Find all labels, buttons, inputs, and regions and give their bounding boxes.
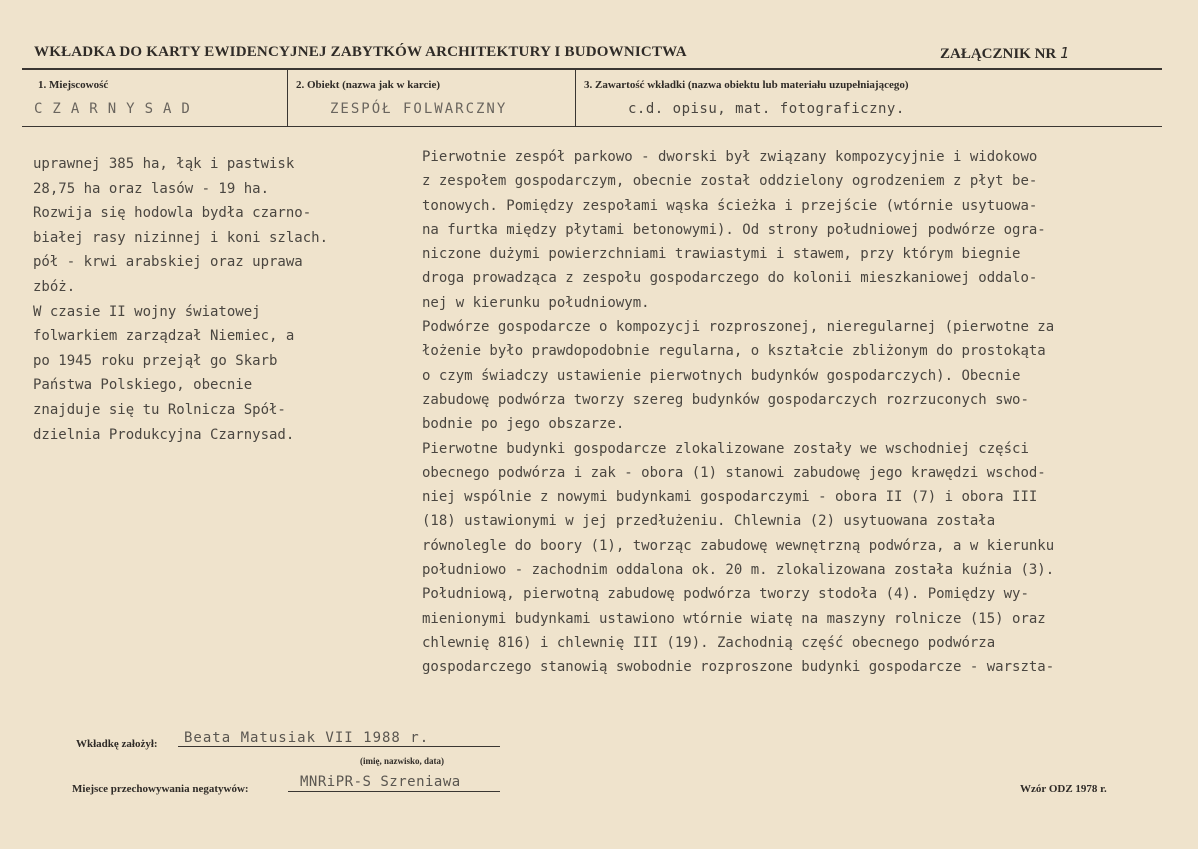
text-line: tonowych. Pomiędzy zespołami wąska ścieżka i przejście (wtórnie usytuowa- [422,197,1038,214]
field-divider-2 [575,70,576,126]
text-line: 28,75 ha oraz lasów - 19 ha. [33,180,270,197]
storage-value: MNRiPR-S Szreniawa [300,774,461,790]
form-model-label: Wzór ODZ 1978 r. [1020,783,1107,795]
field-divider-1 [287,70,288,126]
author-value: Beata Matusiak VII 1988 r. [184,730,430,746]
text-line: Pierwotne budynki gospodarcze zlokalizowane zostały we wschodniej części [422,440,1029,457]
text-line: mienionymi budynkami ustawiono wtórnie wiatę na maszyny rolnicze (15) oraz [422,610,1046,627]
text-line: zbóż. [33,278,76,295]
content-value: c.d. opisu, mat. fotograficzny. [628,101,905,117]
text-line: pół - krwi arabskiej oraz uprawa [33,254,303,271]
text-line: chlewnię 816) i chlewnię III (19). Zachodnią część obecnego podwórza [422,634,996,651]
text-line: nej w kierunku południowym. [422,294,650,311]
object-value: ZESPÓŁ FOLWARCZNY [330,101,508,117]
author-label: Wkładkę założył: [76,738,158,750]
header-rule [22,68,1162,70]
fields-rule [22,126,1162,127]
text-line: gospodarczego stanowią swobodnie rozproszone budynki gospodarcze - warszta- [422,659,1055,676]
place-label: 1. Miejscowość [38,79,109,91]
text-line: niej wspólnie z nowymi budynkami gospodarczymi - obora II (7) i obora III [422,489,1038,506]
text-line: Państwa Polskiego, obecnie [33,377,253,394]
annex-number: 1 [1060,44,1070,62]
storage-underline [288,791,500,792]
text-line: południowo - zachodnim oddalona ok. 20 m. zlokalizowana została kuźnia (3). [422,562,1055,579]
place-value: CZARNYSAD [34,101,200,117]
text-line: białej rasy nizinnej i koni szlach. [33,229,329,246]
card-title: WKŁADKA DO KARTY EWIDENCYJNEJ ZABYTKÓW ARCHITEKTURY I BUDOWNICTWA [34,44,687,60]
text-line: bodnie po jego obszarze. [422,416,625,433]
content-label: 3. Zawartość wkładki (nazwa obiektu lub materiału uzupełniającego) [584,79,909,91]
text-line: Rozwija się hodowla bydła czarno- [33,205,312,222]
text-line: Południową, pierwotną zabudowę podwórza tworzy stodoła (4). Pomiędzy wy- [422,586,1029,603]
text-line: uprawnej 385 ha, łąk i pastwisk [33,156,295,172]
text-line: z zespołem gospodarczym, obecnie został oddzielony ogrodzeniem z płyt be- [422,173,1038,190]
text-line: po 1945 roku przejął go Skarb [33,352,278,369]
object-label: 2. Obiekt (nazwa jak w karcie) [296,79,441,91]
text-line: folwarkiem zarządzał Niemiec, a [33,328,295,345]
author-note: (imię, nazwisko, data) [360,756,444,766]
left-text-column [33,152,393,447]
annex-label-text: ZAŁĄCZNIK NR [940,46,1057,62]
author-underline [178,746,500,747]
text-line: niczone dużymi powierzchniami trawiastymi i stawem, przy którym biegnie [422,246,1021,263]
text-line: W czasie II wojny światowej [33,303,261,320]
text-line: obecnego podwórza i zak - obora (1) stanowi zabudowę jego krawędzi wschod- [422,464,1046,481]
text-line: znajduje się tu Rolnicza Spół- [33,401,286,418]
annex-label [940,44,1069,63]
text-line: na furtka między płytami betonowymi). Od strony południowej podwórze ogra- [422,221,1046,238]
text-line: o czym świadczy ustawienie pierwotnych budynków gospodarczych). Obecnie [422,367,1021,384]
text-line: (18) ustawionymi w jej przedłużeniu. Chlewnia (2) usytuowana została [422,513,996,530]
storage-label: Miejsce przechowywania negatywów: [72,783,249,795]
text-line: łożenie było prawdopodobnie regularna, o kształcie zbliżonym do prostokąta [422,343,1046,360]
text-line: dzielnia Produkcyjna Czarnysad. [33,426,295,443]
text-line: Podwórze gospodarcze o kompozycji rozproszonej, nieregularnej (pierwotne za [422,319,1055,336]
text-line: Pierwotnie zespół parkowo - dworski był związany kompozycyjnie i widokowo [422,149,1038,165]
text-line: równolegle do boory (1), tworząc zabudowę wewnętrzną podwórza, a w kierunku [422,537,1055,554]
text-line: zabudowę podwórza tworzy szereg budynków gospodarczych rozrzuconych swo- [422,391,1029,408]
right-text-column [422,145,1167,680]
text-line: droga prowadząca z zespołu gospodarczego do kolonii mieszkaniowej oddalo- [422,270,1038,287]
